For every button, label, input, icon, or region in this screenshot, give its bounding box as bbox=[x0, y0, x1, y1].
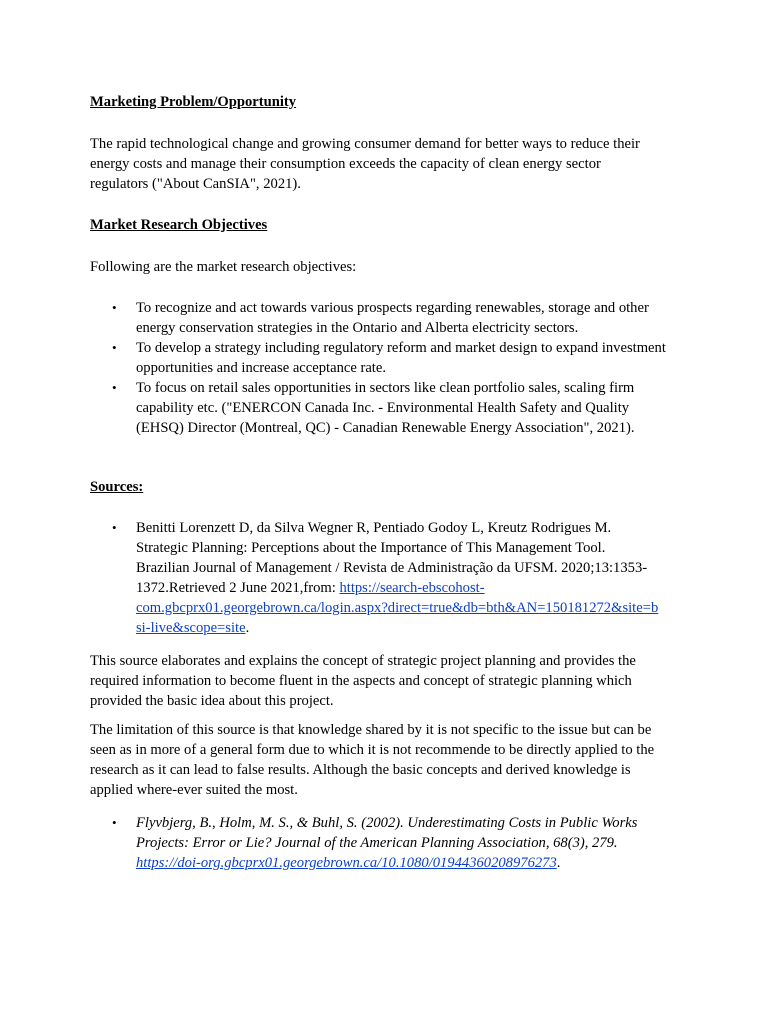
text-line: Benitti Lorenzett D, da Silva Wegner R, Pentiado Godoy L, Kreutz Rodrigues M. bbox=[136, 520, 612, 536]
text-line: The rapid technological change and growing consumer demand for better ways to reduce their bbox=[90, 136, 640, 152]
source-link-1[interactable]: https://search-ebscohost- bbox=[339, 580, 485, 596]
bullet-icon: • bbox=[112, 520, 117, 535]
heading-sources: Sources: bbox=[90, 479, 144, 495]
text-line: seen as in more of a general form due to which it is not recommende to be directly applied to the bbox=[90, 742, 655, 758]
bullet-icon: • bbox=[112, 340, 117, 355]
source-link-2[interactable]: https://doi-org.gbcprx01.georgebrown.ca/10.1080/01944360208976273 bbox=[136, 855, 557, 871]
text-line: To focus on retail sales opportunities in sectors like clean portfolio sales, scaling firm bbox=[136, 380, 635, 396]
source-link-1-end[interactable]: si-live&scope=site bbox=[136, 620, 246, 636]
bullet-icon: • bbox=[112, 300, 117, 315]
heading-marketing-problem: Marketing Problem/Opportunity bbox=[90, 94, 297, 110]
text-line: capability etc. ("ENERCON Canada Inc. - Environmental Health Safety and Quality bbox=[136, 400, 630, 416]
text-line: research as it can lead to false results. Although the basic concepts and derived knowledge is bbox=[90, 762, 631, 778]
paragraph-source1-limitation bbox=[90, 720, 680, 800]
objectives-list bbox=[90, 298, 680, 438]
list-item bbox=[90, 298, 680, 338]
text-line: Strategic Planning: Perceptions about the Importance of This Management Tool. bbox=[136, 540, 606, 556]
list-item bbox=[90, 338, 680, 378]
text-line: regulators ("About CanSIA", 2021). bbox=[90, 176, 301, 192]
text-line: Projects: Error or Lie? Journal of the American Planning Association, 68(3), 279. bbox=[136, 835, 618, 851]
text-line: Flyvbjerg, B., Holm, M. S., & Buhl, S. (2002). Underestimating Costs in Public Works bbox=[136, 815, 638, 831]
text-line: This source elaborates and explains the concept of strategic project planning and provides the bbox=[90, 653, 636, 669]
source-period: . bbox=[245, 620, 250, 636]
text-line: required information to become fluent in the aspects and concept of strategic planning which bbox=[90, 673, 632, 689]
text-line: provided the basic idea about this project. bbox=[90, 693, 334, 709]
text-line bbox=[136, 598, 680, 618]
source-link-1-cont[interactable]: com.gbcprx01.georgebrown.ca/login.aspx?direct=true&db=bth&AN=150181272&site=b bbox=[136, 600, 659, 616]
paragraph-source1-description bbox=[90, 651, 680, 711]
bullet-icon: • bbox=[112, 815, 117, 830]
text-line: energy conservation strategies in the Ontario and Alberta electricity sectors. bbox=[136, 320, 579, 336]
text-line bbox=[136, 578, 680, 598]
text-line: energy costs and manage their consumption exceeds the capacity of clean energy sector bbox=[90, 156, 601, 172]
text-line: applied where-ever suited the most. bbox=[90, 782, 298, 798]
source-item-1 bbox=[90, 518, 680, 638]
list-item bbox=[90, 378, 680, 438]
source-period: . bbox=[556, 855, 561, 871]
text-line bbox=[136, 618, 680, 638]
text-line: (EHSQ) Director (Montreal, QC) - Canadian Renewable Energy Association", 2021). bbox=[136, 420, 635, 436]
text-line: To recognize and act towards various prospects regarding renewables, storage and other bbox=[136, 300, 649, 316]
bullet-icon: • bbox=[112, 380, 117, 395]
paragraph-objectives-intro: Following are the market research objectives: bbox=[90, 259, 357, 275]
source-item-2 bbox=[90, 813, 680, 873]
heading-research-objectives: Market Research Objectives bbox=[90, 217, 268, 233]
text-line bbox=[136, 853, 680, 873]
text-line: opportunities and increase acceptance rate. bbox=[136, 360, 386, 376]
text-line: The limitation of this source is that knowledge shared by it is not specific to the issue but can be bbox=[90, 722, 652, 738]
text-line: Brazilian Journal of Management / Revista de Administração da UFSM. 2020;13:1353- bbox=[136, 560, 648, 576]
source-text: 1372.Retrieved 2 June 2021,from: bbox=[136, 580, 340, 596]
paragraph-marketing-problem bbox=[90, 134, 680, 194]
text-line: To develop a strategy including regulatory reform and market design to expand investment bbox=[136, 340, 666, 356]
